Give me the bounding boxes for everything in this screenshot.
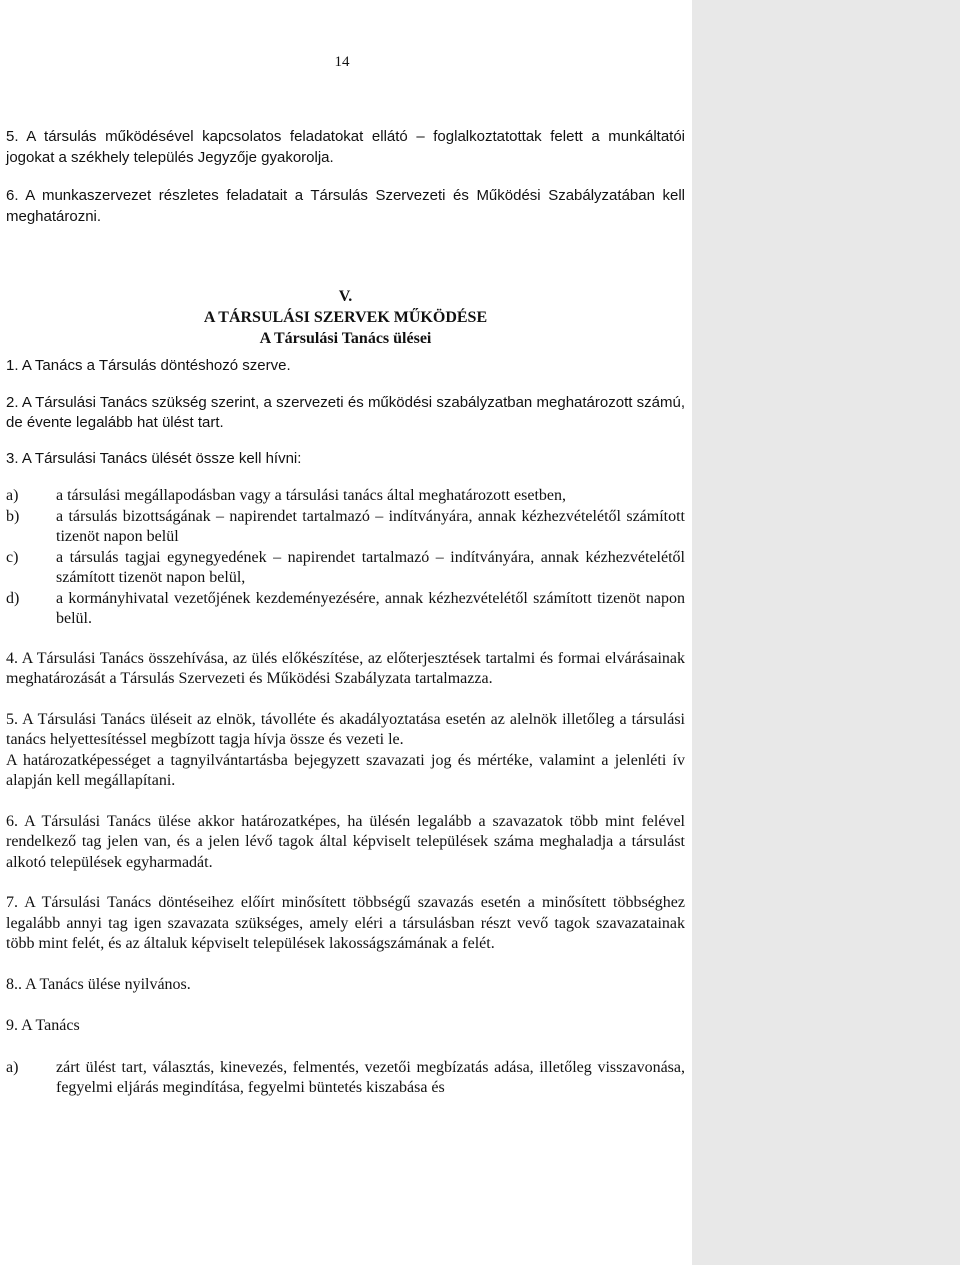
point-3: 3. A Társulási Tanács ülését össze kell hívni: — [6, 449, 302, 467]
section-title: A TÁRSULÁSI SZERVEK MŰKÖDÉSE — [203, 309, 488, 326]
list-item-text: a társulás bizottságának – napirendet tartalmazó – indítványára, annak kézhezvételétől számított tizenöt napon belül — [56, 507, 685, 545]
list-item — [6, 548, 685, 589]
paragraph-5: 5. A társulás működésével kapcsolatos feladatokat ellátó – foglalkoztatottak felett a munkáltatói jogokat a székhely település Jegyzője gyakorolja. — [6, 128, 685, 166]
list-item — [6, 589, 685, 630]
point-5-continuation: A határozatképességet a tagnyilvántartásba bejegyzett szavazati jog és mértéke, valamint a jelenléti ív alapján kell megállapítani. — [6, 751, 685, 789]
point-3-list — [6, 486, 685, 630]
list-item — [6, 507, 685, 548]
list-item-marker: d) — [6, 589, 20, 607]
list-item-marker: a) — [6, 1058, 19, 1076]
document-body — [6, 127, 685, 1099]
comment-margin-panel — [692, 0, 960, 1265]
list-item-text: a kormányhivatal vezetőjének kezdeményezésére, annak kézhezvételétől számított tizenöt napon belül. — [56, 589, 685, 627]
page-number: 14 — [334, 54, 350, 70]
point-8: 8.. A Tanács ülése nyilvános. — [6, 975, 191, 993]
section-subtitle: A Társulási Tanács ülései — [259, 330, 432, 347]
point-7: 7. A Társulási Tanács döntéseihez előírt minősített többségű szavazás esetén a minősített többséghez legalább annyi tag igen szavazata szükséges, amely eléri a társulásban részt vevő tagok szavazatainak több mint felét, és az általuk képviselt települések lakosságszámának a felét. — [6, 894, 685, 952]
list-item-text: a társulási megállapodásban vagy a társulási tanács által meghatározott esetben, — [56, 487, 567, 504]
point-1: 1. A Tanács a Társulás döntéshozó szerve. — [6, 357, 291, 374]
paragraph-6: 6. A munkaszervezet részletes feladatait a Társulás Szervezeti és Működési Szabályzatában kell meghatározni. — [6, 187, 685, 225]
point-5: 5. A Társulási Tanács üléseit az elnök, távolléte és akadályoztatása esetén az alelnök illetőleg a társulási tanács helyettesítéssel megbízott tagja hívja össze és vezeti le. — [6, 710, 685, 748]
list-item-text: a társulás tagjai egynegyedének – napirendet tartalmazó – indítványára, annak kézhezvételétől számított tizenöt napon belül, — [56, 548, 685, 586]
point-6: 6. A Társulási Tanács ülése akkor határozatképes, ha ülésén legalább a szavazatok több mint felével rendelkező tag jelen van, és a jelen lévő tagok által képviselt települések száma meghaladja a társulást alkotó települések egyharmadát. — [6, 812, 685, 871]
list-item — [6, 1058, 685, 1099]
point-4: 4. A Társulási Tanács összehívása, az ülés előkészítése, az előterjesztések tartalmi és formai elvárásainak meghatározását a Társulás Szervezeti és Működési Szabályzata tartalmazza. — [6, 649, 685, 687]
list-item-marker: b) — [6, 507, 20, 525]
list-item-text: zárt ülést tart, választás, kinevezés, felmentés, vezetői megbízatás adása, illetőleg visszavonása, fegyelmi eljárás megindítása, fegyelmi büntetés kiszabása és — [56, 1058, 685, 1096]
point-9: 9. A Tanács — [6, 1017, 80, 1034]
list-item-marker: a) — [6, 487, 19, 504]
point-2: 2. A Társulási Tanács szükség szerint, a szervezeti és működési szabályzatban meghatározott számú, de évente legalább hat ülést tart. — [6, 393, 685, 431]
list-item-marker: c) — [6, 548, 19, 566]
list-item — [6, 486, 685, 507]
section-number: V. — [338, 288, 353, 305]
point-9-list — [6, 1058, 685, 1099]
